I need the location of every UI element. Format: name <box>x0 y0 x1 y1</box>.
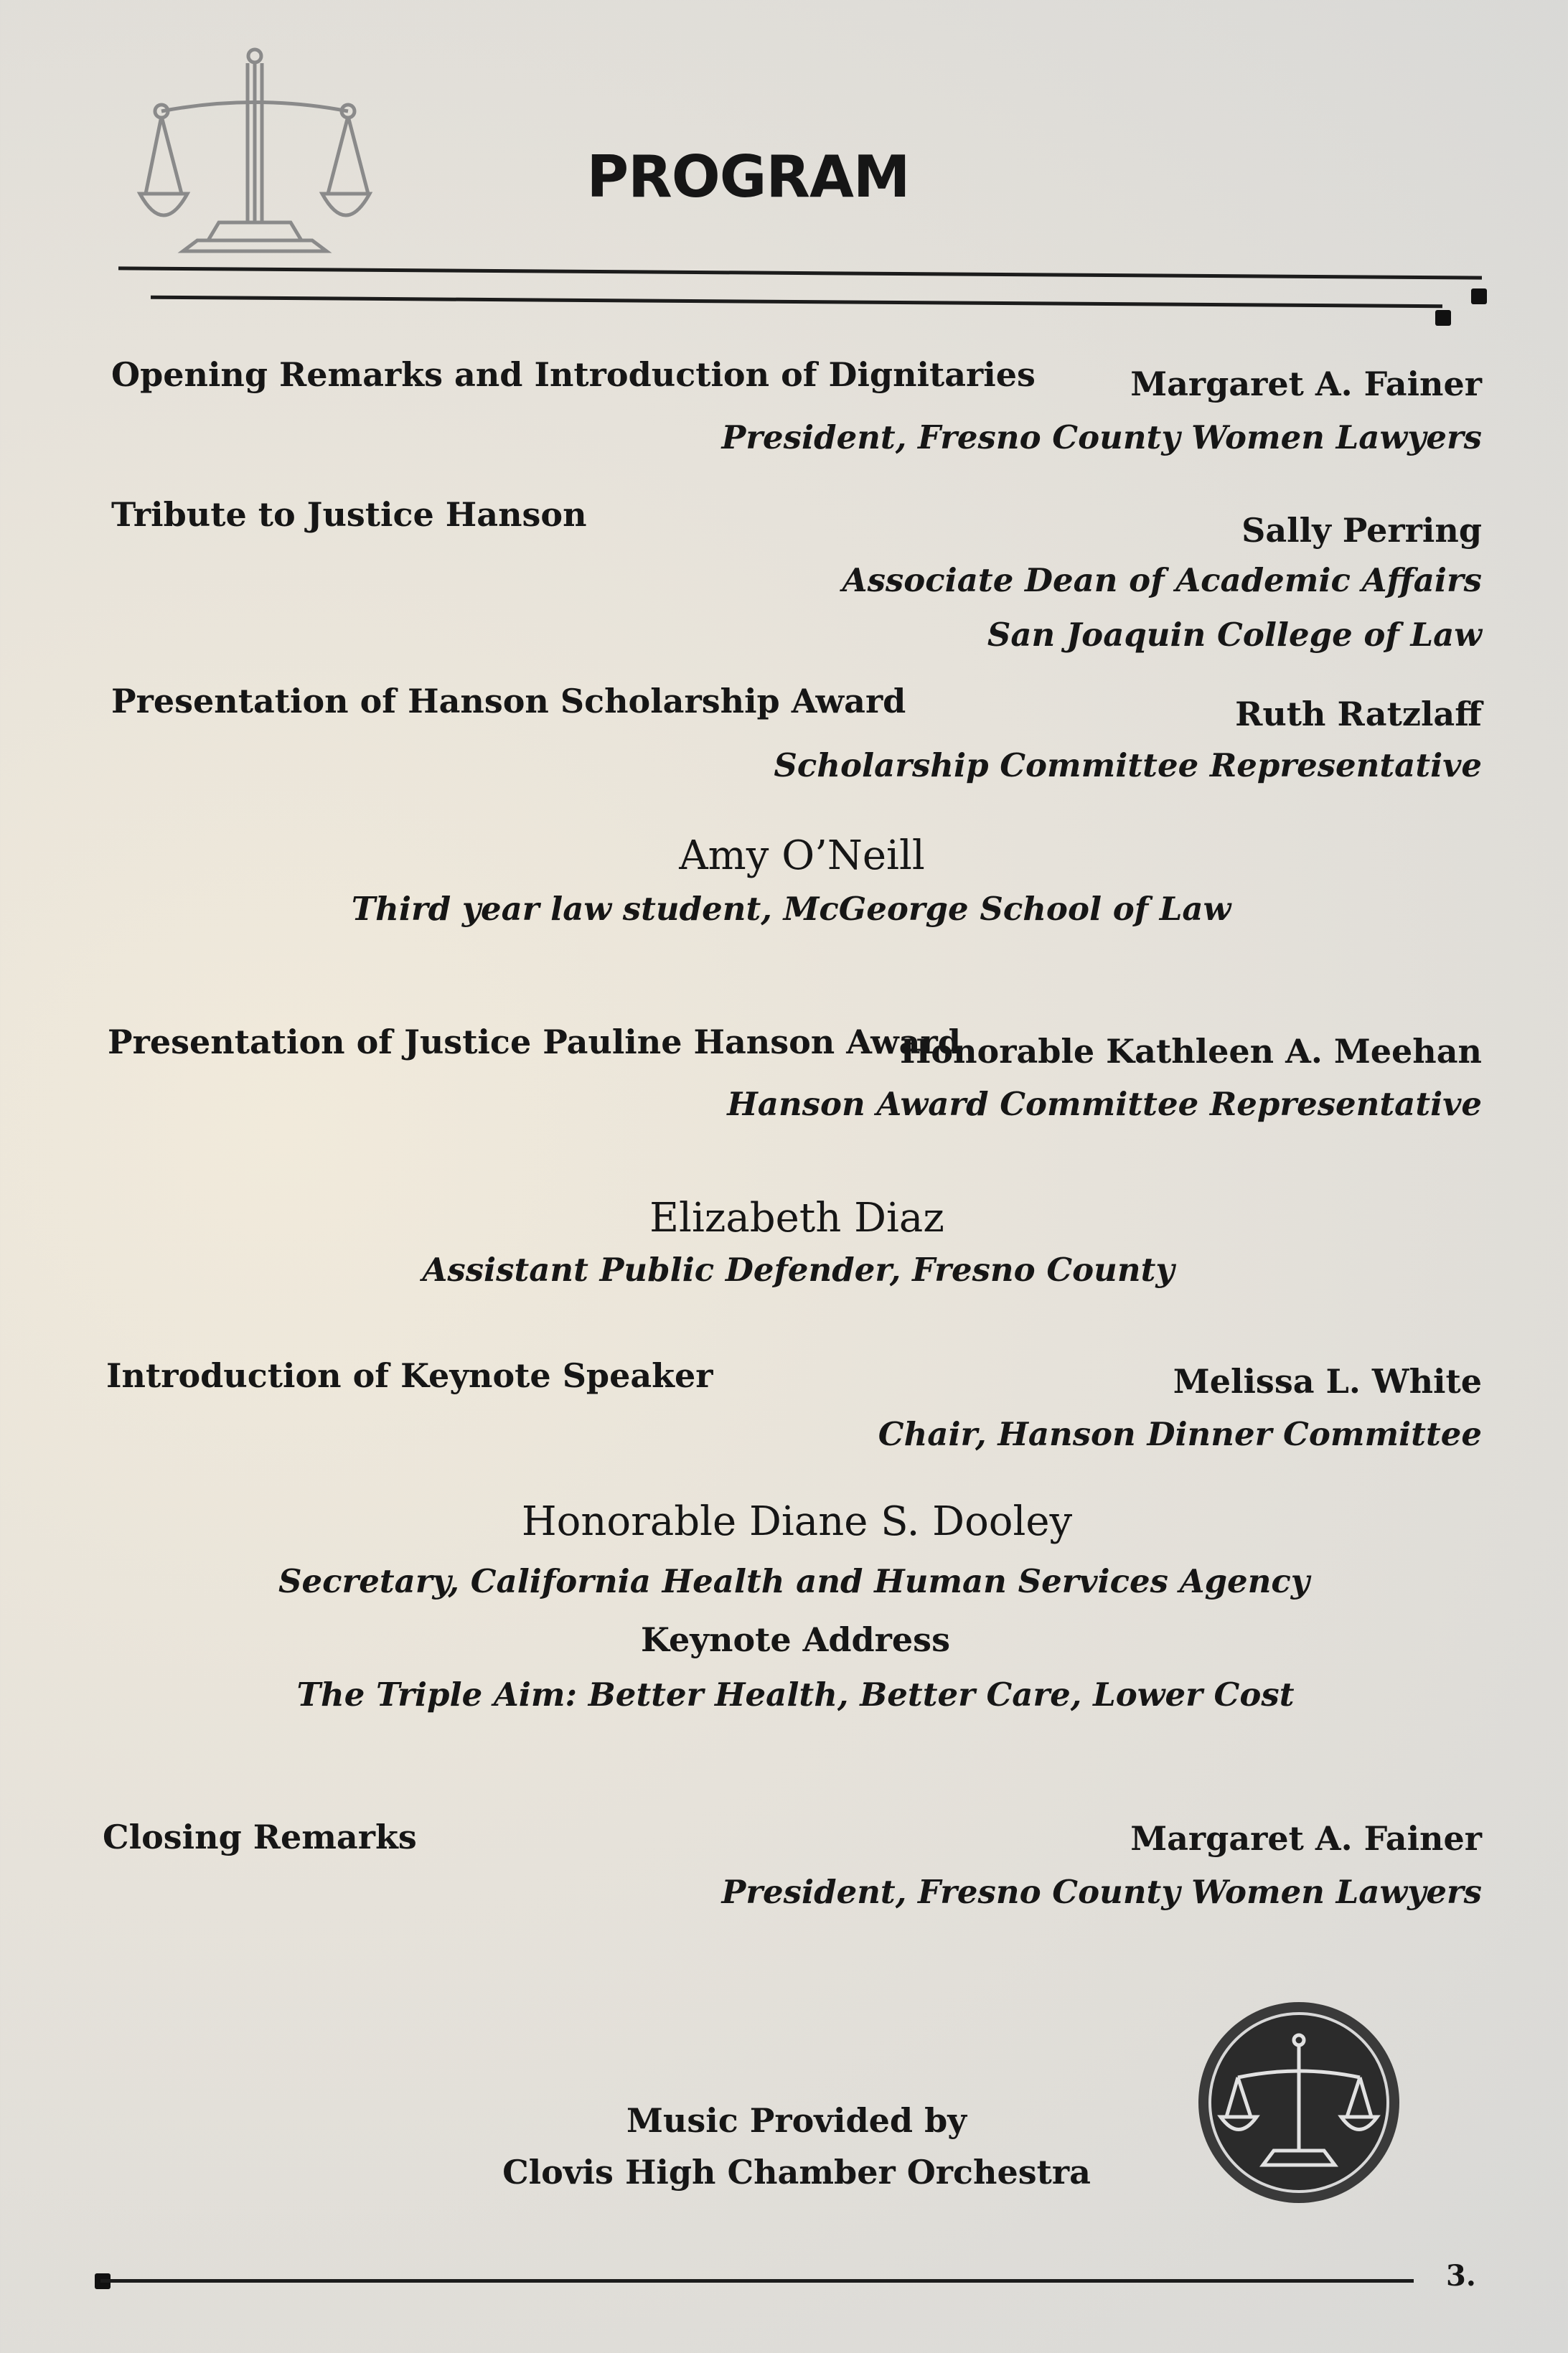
recipient-description: Third year law student, McGeorge School of Law <box>351 890 1231 928</box>
speaker-name: Melissa L. White <box>1173 1362 1482 1401</box>
speaker-role: Chair, Hanson Dinner Committee <box>878 1415 1482 1453</box>
speaker-role: Associate Dean of Academic Affairs <box>842 561 1482 599</box>
page-number: 3. <box>1446 2259 1476 2293</box>
program-item-title: Presentation of Hanson Scholarship Award <box>111 682 906 720</box>
speaker-role: San Joaquin College of Law <box>987 616 1482 654</box>
speaker-name: Sally Perring <box>1241 511 1482 550</box>
keynote-speaker-name: Honorable Diane S. Dooley <box>521 1498 1073 1545</box>
speaker-name: Margaret A. Fainer <box>1130 1819 1482 1858</box>
header-rule-bottom <box>151 296 1442 309</box>
music-credit-line1: Music Provided by <box>626 2101 967 2140</box>
speaker-role: President, Fresno County Women Lawyers <box>721 418 1482 456</box>
footer-rule <box>100 2279 1414 2283</box>
program-item-title: Presentation of Justice Pauline Hanson Award <box>108 1023 961 1061</box>
header-rule-dot <box>1435 310 1451 326</box>
speaker-role: President, Fresno County Women Lawyers <box>721 1873 1482 1911</box>
scales-of-justice-seal-icon <box>1195 1999 1403 2207</box>
speaker-name: Ruth Ratzlaff <box>1235 695 1482 733</box>
keynote-address-label: Keynote Address <box>641 1620 950 1659</box>
recipient-description: Assistant Public Defender, Fresno County <box>422 1251 1175 1289</box>
speaker-name: Margaret A. Fainer <box>1130 365 1482 403</box>
page-title: PROGRAM <box>586 144 910 210</box>
music-credit-line2: Clovis High Chamber Orchestra <box>502 2153 1091 2192</box>
speaker-role: Scholarship Committee Representative <box>774 746 1482 784</box>
header-rule-dot <box>1471 288 1487 304</box>
program-item-title: Tribute to Justice Hanson <box>111 495 587 534</box>
keynote-address-title: The Triple Aim: Better Health, Better Care, Lower Cost <box>296 1676 1295 1714</box>
recipient-name: Amy O’Neill <box>679 832 925 879</box>
speaker-name: Honorable Kathleen A. Meehan <box>899 1032 1482 1071</box>
recipient-name: Elizabeth Diaz <box>649 1195 944 1241</box>
program-item-title: Closing Remarks <box>103 1818 417 1856</box>
program-item-title: Opening Remarks and Introduction of Dignitaries <box>111 355 1036 394</box>
program-item-title: Introduction of Keynote Speaker <box>106 1356 713 1395</box>
header-rule-top <box>118 266 1482 279</box>
keynote-speaker-title: Secretary, California Health and Human Services Agency <box>278 1562 1310 1600</box>
speaker-role: Hanson Award Committee Representative <box>727 1085 1482 1123</box>
